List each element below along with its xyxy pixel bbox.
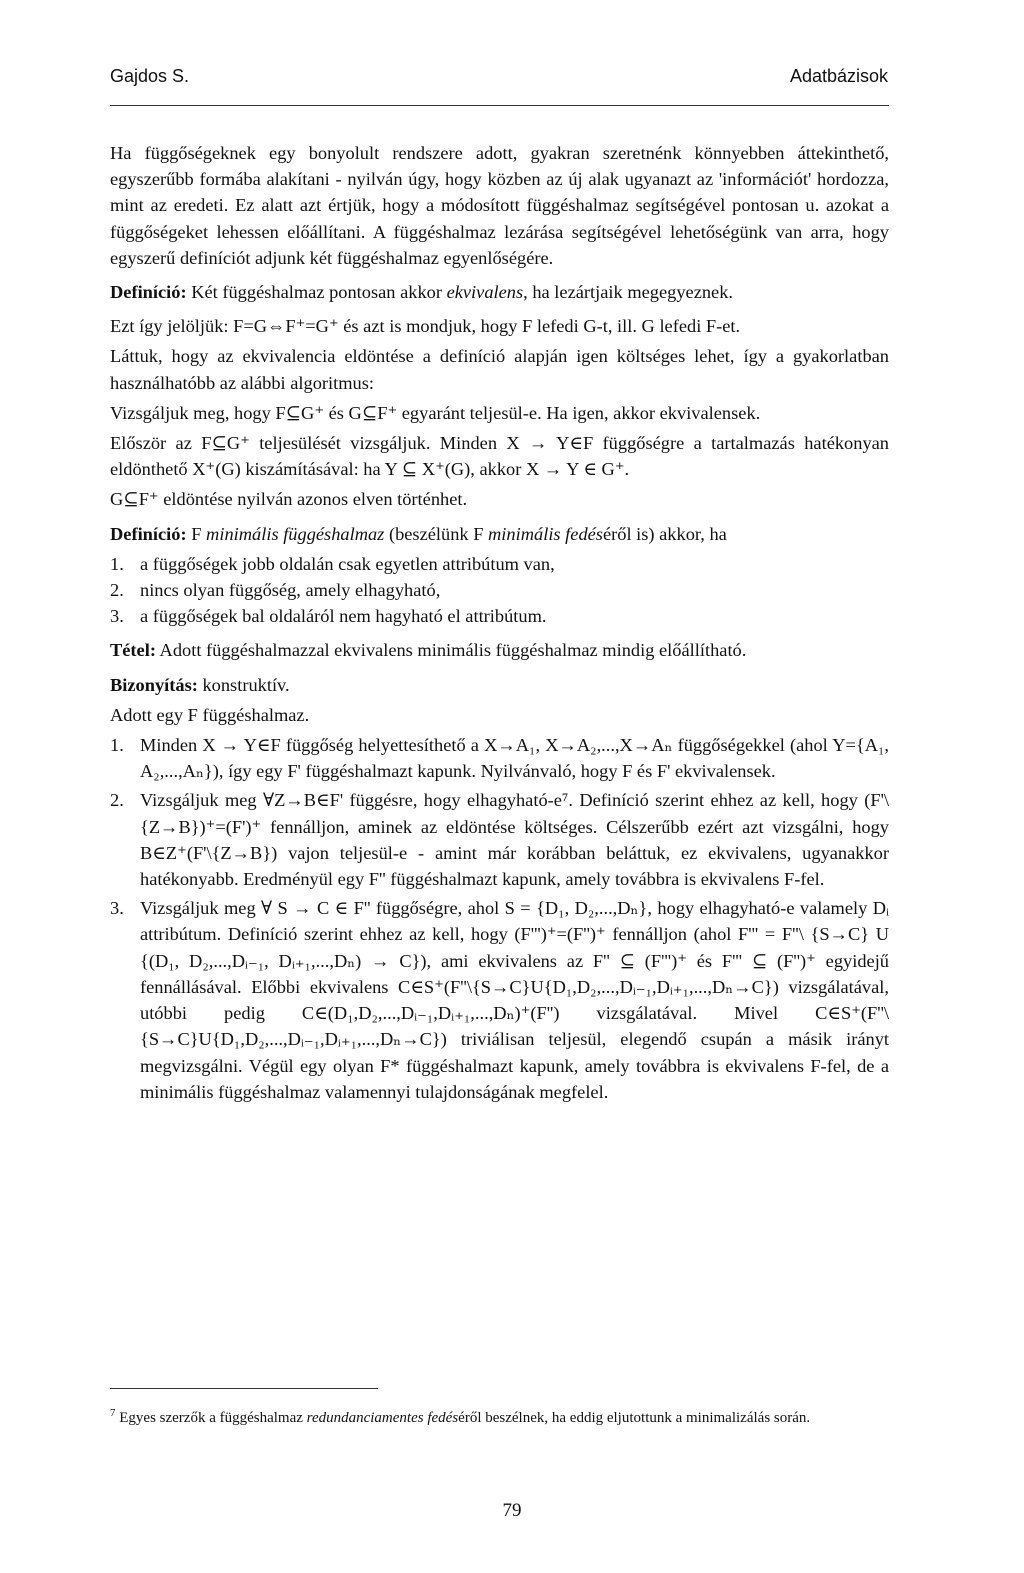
definition-equivalence [110, 279, 889, 305]
list-number: 1. [110, 553, 124, 574]
definition-text-mid: (beszélünk F [384, 523, 489, 544]
list-number: 3. [110, 606, 124, 627]
running-header-title: Adatbázisok [789, 66, 888, 86]
list-text: a függőségek bal oldaláról nem hagyható el attribútum. [140, 606, 547, 627]
footnote-rule [110, 1388, 378, 1389]
definition-term: ekvivalens [446, 282, 524, 303]
footnote-mark: 7 [110, 1407, 116, 1419]
proof-given: Adott egy F függéshalmaz. [110, 704, 310, 725]
definition-label: Definíció: [110, 523, 187, 544]
list-item [110, 732, 889, 784]
page-body [110, 140, 889, 1108]
definition-text-end: , ha lezártjaik megegyeznek. [523, 282, 734, 303]
cost-paragraph: Láttuk, hogy az ekvivalencia eldöntése a definíció alapján igen költséges lehet, így a gyakorlatban használhatóbb az alábbi algoritmus: [110, 346, 889, 393]
list-item [110, 577, 889, 603]
footnote-text-end: éről beszélnek, ha eddig eljutottunk a minimalizálás során. [458, 1410, 811, 1426]
theorem-label: Tétel: [110, 640, 156, 661]
list-item [110, 551, 889, 577]
footnote-term: redundanciamentes fedés [306, 1410, 459, 1426]
definition-text: Két függéshalmaz pontosan akkor [186, 282, 447, 303]
definition-term: minimális függéshalmaz [206, 523, 385, 544]
definition-term-2: minimális fedés [488, 523, 603, 544]
list-text: nincs olyan függőség, amely elhagyható, [140, 580, 441, 601]
footnote-text: Egyes szerzők a függéshalmaz [115, 1410, 307, 1426]
first-check-paragraph: Először az F⊆G⁺ teljesülését vizsgáljuk. Minden X → Y∈F függőségre a tartalmazás hatékonyan eldönthető X⁺(G) kiszámításával: ha Y ⊆ X⁺(G), akkor X → Y ∈ G⁺. [110, 433, 889, 480]
list-item [110, 603, 889, 629]
definition-label: Definíció: [110, 282, 187, 303]
proof-label: Bizonyítás: [110, 674, 198, 695]
list-text: a függőségek jobb oldalán csak egyetlen attribútum van, [140, 553, 555, 574]
proof-paragraph [110, 672, 889, 698]
definition-text: F [186, 523, 207, 544]
theorem-paragraph [110, 637, 889, 663]
intro-paragraph: Ha függőségeknek egy bonyolult rendszere adott, gyakran szeretnénk könnyebben áttekinthető, egyszerűbb formába alakítani - nyilván úgy, hogy közben az új alak ugyanazt az 'információt' hordozza, mint az eredeti. Ez alatt azt értjük, hogy a módosított függéshalmaz segítségével pontosan u. azokat a függőségeket lehessen előállítani. A függéshalmaz lezárása segítségével lehetőségünk van arra, hogy egyszerű definíciót adjunk két függéshalmaz egyenlőségére. [110, 143, 889, 268]
proof-steps [110, 732, 889, 1105]
check-paragraph: Vizsgáljuk meg, hogy F⊆G⁺ és G⊆F⁺ egyaránt teljesül-e. Ha igen, akkor ekvivalensek. [110, 402, 761, 423]
definition-text-end: éről is) akkor, ha [602, 523, 727, 544]
list-number: 3. [110, 898, 124, 919]
footnote [110, 1408, 889, 1428]
list-number: 2. [110, 580, 124, 601]
page-number: 79 [502, 1500, 522, 1521]
proof-text: konstruktív. [197, 674, 290, 695]
notation-paragraph: Ezt így jelöljük: F=G⇔F⁺=G⁺ és azt is mondjuk, hogy F lefedi G-t, ill. G lefedi F-et. [110, 316, 741, 337]
list-number: 2. [110, 790, 124, 811]
running-header-author: Gajdos S. [110, 66, 190, 86]
definition-minimal [110, 521, 889, 547]
list-text: Vizsgáljuk meg ∀Z→B∈F' függésre, hogy elhagyható-e⁷. Definíció szerint ehhez az kell, hogy (F'\{Z→B})⁺=(F')⁺ fennálljon, aminek az eldöntése költséges. Célszerűbb ezért azt vizsgálni, hogy B∈Z⁺(F'\{Z→B}) vajon teljesül-e - amint már korábban beláttuk, ez ekvivalens, ugyanakkor hatékonyabb. Eredményül egy F'' függéshalmazt kapunk, amely továbbra is ekvivalens F-fel. [140, 790, 889, 890]
theorem-text: Adott függéshalmazzal ekvivalens minimális függéshalmaz mindig előállítható. [155, 640, 747, 661]
header-rule [110, 105, 889, 106]
list-text: Vizsgáljuk meg ∀ S → C ∈ F'' függőségre, ahol S = {D₁, D₂,...,Dₙ}, hogy elhagyható-e valamely Dᵢ attribútum. Definíció szerint ehhez az kell, hogy (F''')⁺=(F'')⁺ fennálljon (ahol F''' = F''\ {S→C} U {(D₁, D₂,...,Dᵢ₋₁, Dᵢ₊₁,...,Dₙ) → C}), ami ekvivalens az F'' ⊆ (F''')⁺ és F''' ⊆ (F'')⁺ egyidejű fennállásával. Előbbi ekvivalens C∈S⁺(F''\{S→C}U{D₁,D₂,...,Dᵢ₋₁,Dᵢ₊₁,...,Dₙ→C}) vizsgálatával, utóbbi pedig C∈(D₁,D₂,...,Dᵢ₋₁,Dᵢ₊₁,...,Dₙ)⁺(F'') vizsgálatával. Mivel C∈S⁺(F''\{S→C}U{D₁,D₂,...,Dᵢ₋₁,Dᵢ₊₁,...,Dₙ→C}) triviálisan teljesül, elegendő csupán a másik irányt megvizsgálni. Végül egy olyan F* függéshalmazt kapunk, amely továbbra is ekvivalens F-fel, de a minimális függéshalmaz valamennyi tulajdonságának megfelel. [140, 898, 889, 1102]
list-number: 1. [110, 735, 124, 756]
list-item [110, 895, 889, 1105]
condition-list [110, 551, 889, 630]
second-check-paragraph: G⊆F⁺ eldöntése nyilván azonos elven történhet. [110, 489, 468, 510]
list-text: Minden X → Y∈F függőség helyettesíthető a X→A₁, X→A₂,...,X→Aₙ függőségekkel (ahol Y={A₁, A₂,...,Aₙ}), így egy F' függéshalmazt kapunk. Nyilvánvaló, hogy F és F' ekvivalensek. [140, 735, 889, 782]
list-item [110, 787, 889, 892]
